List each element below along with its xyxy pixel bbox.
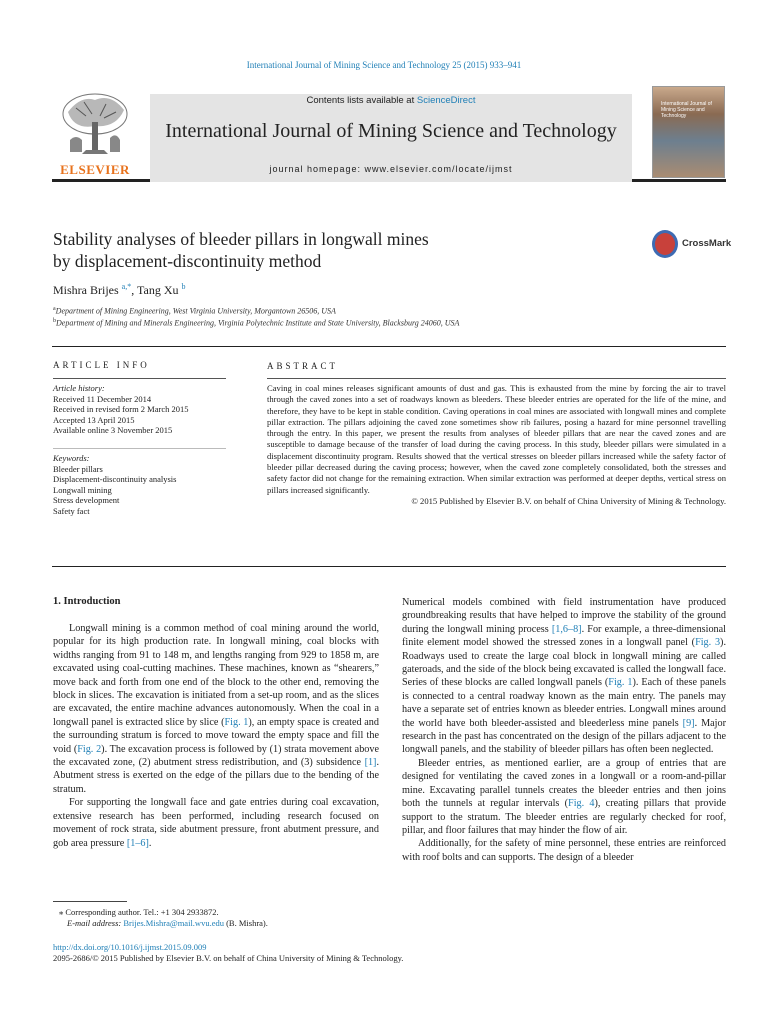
paragraph: For supporting the longwall face and gate entries during coal excavation, extensive research has been performed, including research focused on movement of rock strata, side abutment pressure, front abutment pressure, and gob area pressure [1–6]. [53, 797, 379, 849]
cover-title: International Journal of Mining Science and Technology [661, 101, 712, 119]
paragraph: Bleeder entries, as mentioned earlier, are a group of entries that are designed for ventilating the caved zones in a longwall or a room-and-pillar mine. Excavating parallel tunnels creates the bleeder entries and then joins both the tunnels at regular intervals (Fig. 4), creating pillars that provide support to the stratum. The bleeder entries are regularly checked for roof, pillar, and floor failures that may hinder the flow of air. [402, 757, 727, 836]
figure-ref[interactable]: Fig. 2 [77, 743, 102, 755]
email-link[interactable]: Brijes.Mishra@mail.wvu.edu [123, 918, 224, 928]
figure-ref[interactable]: Fig. 4 [568, 798, 595, 810]
keyword: Safety fact [53, 505, 90, 516]
keyword: Stress development [53, 495, 120, 506]
paragraph: Numerical models combined with field instrumentation have produced groundbreaking results that have helped to improve the stability of the ground during the longwall mining process [1,6–8]. For example, a three-dimensional finite element model showed the stressed zones in a longwall panel (Fig. 3). Roadways used to create the large coal block in longwall mining are called gateroads, and the side of the block being excavated is called the longwall face. Series of these blocks are called longwall panels (Fig. 1). Each of these panels is connected to a central roadway known as the main entry. The panels may have a separate set of entries known as bleeder entries. Longwall mines around the world have both bleeder-assisted and bleederless mine panels [9]. Major research in the past has concentrated on the design of the pillars adjacent to the longwall panels, and the stability of bleeder pillars has often been neglected. [402, 597, 727, 756]
author-affil-mark[interactable]: b [181, 282, 186, 291]
citation-ref[interactable]: [1] [364, 757, 377, 769]
keywords-label: Keywords: [53, 453, 90, 463]
paragraph: Additionally, for the safety of mine personnel, these entries are reinforced with roof bolts and can supports. The design of a bleeder [402, 838, 726, 863]
figure-ref[interactable]: Fig. 1 [224, 716, 249, 728]
bottom-info [53, 942, 403, 964]
affil-mark: b [53, 318, 56, 324]
author-name: Tang Xu [137, 283, 179, 297]
affiliation-a [53, 306, 336, 316]
article-history [53, 383, 233, 436]
journal-title: International Journal of Mining Science and Technology [165, 120, 617, 142]
corresponding-mark[interactable]: * [127, 282, 132, 291]
doi-link[interactable]: http://dx.doi.org/10.1016/j.ijmst.2015.09.009 [53, 942, 207, 952]
journal-citation[interactable]: International Journal of Mining Science and Technology 25 (2015) 933–941 [246, 60, 522, 70]
keyword: Bleeder pillars [53, 463, 103, 474]
divider [53, 448, 226, 449]
elsevier-wordmark: ELSEVIER [60, 162, 130, 177]
abstract-heading: ABSTRACT [267, 361, 339, 371]
figure-ref[interactable]: Fig. 1 [608, 677, 633, 689]
footnote: ⁎ Corresponding author. Tel.: +1 304 2933872. E-mail address: Brijes.Mishra@mail.wvu.edu (B. Mishra). [59, 907, 379, 929]
crossmark-badge[interactable] [652, 230, 732, 260]
right-column [402, 596, 726, 864]
citation-ref[interactable]: [9] [682, 717, 695, 729]
journal-cover-thumbnail[interactable] [652, 86, 725, 178]
journal-homepage[interactable]: journal homepage: www.elsevier.com/locate/ijmst [269, 164, 513, 174]
elsevier-logo [53, 90, 137, 182]
contents-prefix: Contents lists available at [306, 95, 417, 106]
keyword: Displacement-discontinuity analysis [53, 474, 177, 485]
figure-ref[interactable]: Fig. 3 [695, 637, 721, 649]
history-item: Received 11 December 2014 [53, 393, 152, 404]
divider [52, 346, 726, 347]
crossmark-label: CrossMark [682, 238, 732, 249]
affil-text: Department of Mining and Minerals Engineering, Virginia Polytechnic Institute and State University, Blacksburg 24060, USA [56, 318, 460, 328]
abstract-copyright: © 2015 Published by Elsevier B.V. on behalf of China University of Mining & Technology. [411, 495, 726, 506]
affiliation-b [53, 318, 459, 328]
issn-line: 2095-2686/© 2015 Published by Elsevier B.V. on behalf of China University of Mining & Technology. [53, 953, 404, 963]
author-list: Mishra Brijes $^{a,*}$, Tang Xu $^b$ [53, 282, 186, 297]
left-column [53, 622, 379, 850]
crossmark-icon [652, 230, 678, 258]
citation-ref[interactable]: [1–6] [126, 837, 149, 849]
email-label: E-mail address: [67, 918, 124, 928]
contents-line [150, 95, 632, 106]
divider [53, 378, 226, 379]
author-name: Mishra Brijes [53, 283, 119, 297]
section-heading: 1. Introduction [53, 596, 121, 607]
title-line-2: by displacement-discontinuity method [53, 251, 322, 271]
paragraph: Longwall mining is a common method of coal mining around the world, popular for its high production rate. In longwall mining, coal blocks with widths ranging from 91 to 148 m, and lengths ranging from 929 to 1858 m, are excavated using coal-cutting machines. These machines, known as “shearers,” move back and forth from one end of the block to the other end, removing the block in slices. The excavation is initiated from a set-up room, and as the slices are excavated, the entire machine advances autonomously. When the coal in a longwall panel is extracted slice by slice (Fig. 1), an empty space is created and the surrounding stratum is forced to move toward the empty space and fill the void (Fig. 2). The excavation process is followed by (1) strata movement above the excavated zone, (2) abutment stress redistribution, and (3) subsidence [1]. Abutment stress is exerted on the edge of the pillars due to the bending of the stratum. [53, 623, 380, 795]
history-item: Received in revised form 2 March 2015 [53, 404, 189, 415]
abstract-body [267, 383, 726, 507]
history-label: Article history: [53, 383, 105, 393]
keyword: Longwall mining [53, 484, 112, 495]
tree-logo-icon [56, 90, 134, 160]
citation-ref[interactable]: [1,6–8] [551, 623, 582, 635]
corresponding-author: ⁎ Corresponding author. Tel.: +1 304 2933872. [59, 907, 219, 917]
title-line-1: Stability analyses of bleeder pillars in longwall mines [53, 229, 429, 249]
divider [267, 378, 726, 379]
history-item: Accepted 13 April 2015 [53, 414, 135, 425]
footnote-rule [53, 901, 127, 902]
paper-title [53, 228, 613, 272]
keywords [53, 453, 233, 517]
history-item: Available online 3 November 2015 [53, 425, 173, 436]
divider [52, 566, 726, 567]
sciencedirect-link[interactable]: ScienceDirect [416, 95, 476, 106]
affil-mark: a [53, 306, 56, 312]
abstract-text: Caving in coal mines releases significant amounts of dust and gas. This is exhausted from the mine by forcing the air to travel through the caved zones into a set of roadways known as bleeders. These bleeder entries are operated for the life of the mine, and therefore, they have to be kept in stable condition. Caving operations in coal mines are associated with longwall mines and complete pillar extraction. The pillars adjoining the caved zone sometimes show rib failures, posing a hazard for mine personnel travelling through the entry. In this paper, we present the results from analyses of bleeder pillars that are near the caved zones and are susceptible to damage because of the transfer of load during the caving process. In this study, bleeder pillars were simulated in a displacement discontinuity program. Results showed that the vertical stresses on bleeder pillars increased while the safety factor of bleeder pillar decreased during the caving process; however, when the caved zone completely consolidated, both the stresses and safety factor did not change for the remaining extraction. When similar extraction was performed at deeper depths, vertical stress on pillars increased significantly. [267, 383, 726, 495]
author-affil-mark[interactable]: a, [121, 282, 128, 291]
affil-text: Department of Mining Engineering, West Virginia University, Morgantown 26506, USA [55, 306, 336, 316]
article-info-heading: ARTICLE INFO [53, 360, 150, 370]
